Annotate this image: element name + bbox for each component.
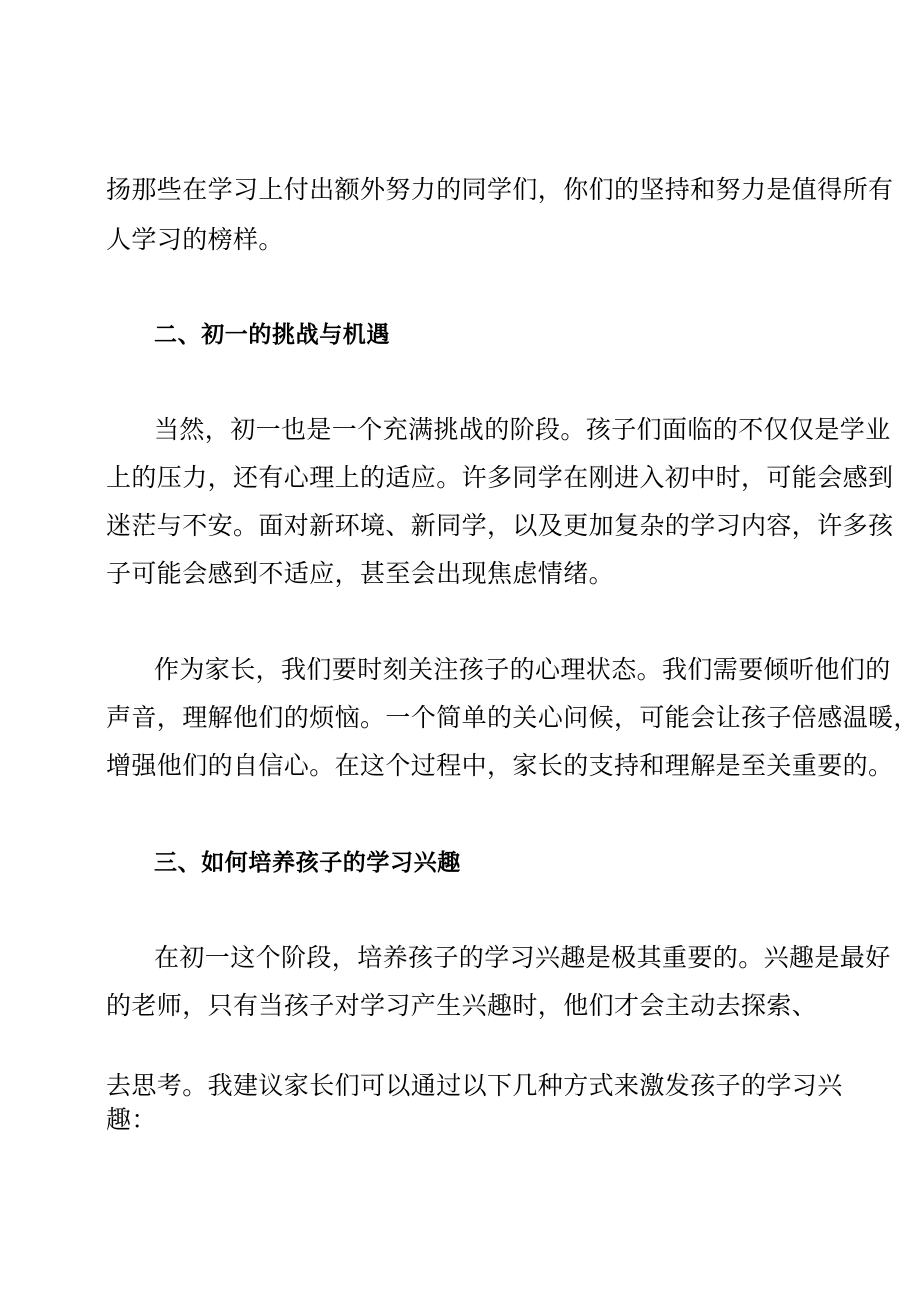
paragraph-5-line-2: 趣： <box>106 1105 157 1134</box>
paragraph-3-line-2: 声音，理解他们的烦恼。一个简单的关心问候，可能会让孩子倍感温暖， <box>106 703 919 732</box>
section-heading-2: 二、初一的挑战与机遇 <box>154 321 390 348</box>
paragraph-3-line-1: 作为家长，我们要时刻关注孩子的心理状态。我们需要倾听他们的 <box>154 655 891 684</box>
paragraph-1-line-1: 扬那些在学习上付出额外努力的同学们，你们的坚持和努力是值得所有 <box>106 175 894 204</box>
paragraph-4-line-1: 在初一这个阶段，培养孩子的学习兴趣是极其重要的。兴趣是最好 <box>154 943 891 972</box>
paragraph-5-line-1: 去思考。我建议家长们可以通过以下几种方式来激发孩子的学习兴 <box>106 1071 843 1100</box>
paragraph-2-line-2: 上的压力，还有心理上的适应。许多同学在刚进入初中时，可能会感到 <box>106 463 894 492</box>
paragraph-3-line-3: 增强他们的自信心。在这个过程中，家长的支持和理解是至关重要的。 <box>106 751 894 780</box>
paragraph-4-line-2: 的老师，只有当孩子对学习产生兴趣时，他们才会主动去探索、 <box>106 991 818 1020</box>
paragraph-2-line-4: 子可能会感到不适应，甚至会出现焦虑情绪。 <box>106 559 615 588</box>
section-heading-3: 三、如何培养孩子的学习兴趣 <box>154 849 461 876</box>
paragraph-2-line-1: 当然，初一也是一个充满挑战的阶段。孩子们面临的不仅仅是学业 <box>154 415 891 444</box>
paragraph-2-line-3: 迷茫与不安。面对新环境、新同学，以及更加复杂的学习内容，许多孩 <box>106 511 894 540</box>
paragraph-1-line-2: 人学习的榜样。 <box>106 225 284 254</box>
